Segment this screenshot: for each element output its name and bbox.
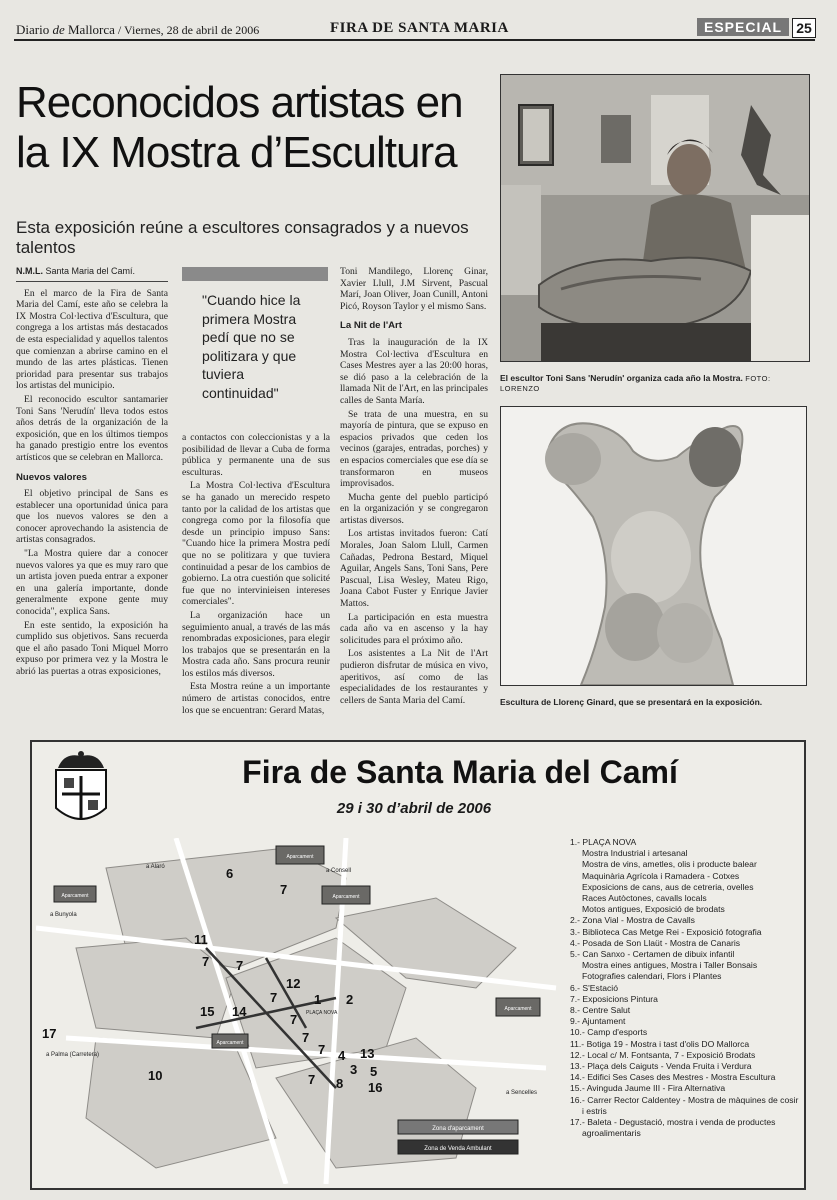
photo-sculpture [500,406,807,686]
legend-subitem: Mostra eines antigues, Mostra i Taller Bonsais [582,960,758,971]
legend-item: 16.- Carrer Rector Caldentey - Mostra de màquines de cosir i estris [570,1094,799,1116]
legend-item: 10.- Camp d'esports [570,1027,648,1038]
zone-parking-label: Zona d'aparcament [432,1126,484,1132]
legend-item: 6.- S'Estació [570,982,618,993]
map-number: 15 [200,1004,215,1019]
page-number: 25 [792,18,816,38]
map-number: 7 [302,1030,310,1045]
section-heading: Nuevos valores [16,471,87,483]
road-label-consell: a Consell [326,868,352,874]
zone-vending-label: Zona de Venda Ambulant [424,1146,492,1152]
pull-quote [182,267,328,402]
paragraph: En el marco de la Fira de Santa Maria del Camí, este año se celebra la IX Mostra Col·lectiva d'Escultura, que congrega a los artistas más destacados de esta especialidad y aquellos talentos que comienzan a abrirse camino en el mundo de las artes plásticas. Tienen prioridad para presentar sus trabajos los artistas del municipio. [16,287,168,392]
pull-quote-bar [182,267,328,281]
map-number: 10 [148,1068,163,1083]
map-number: 7 [308,1072,316,1087]
map-number: 7 [318,1042,326,1057]
map-number: 1 [314,992,322,1007]
road-label-placa-nova: PLAÇA NOVA [306,1010,338,1016]
legend-item: 4.- Posada de Son Llaüt - Mostra de Canaris [570,937,741,948]
paragraph: La participación en esta muestra cada año va en ascenso y la hay solicitudes para el próximo año. [340,611,488,646]
map-number: 6 [226,866,234,881]
map-number: 7 [290,1012,298,1027]
town-coat-of-arms [48,748,114,832]
legend-item: 2.- Zona Vial - Mostra de Cavalls [570,915,695,926]
road-label-palma: a Palma (Carretera) [46,1052,100,1058]
road-label-bunyola: a Bunyola [50,912,77,918]
paragraph: Toni Mandilego, Llorenç Ginar, Xavier Llull, J.M Sirvent, Pascual Marí, Joan Oliver, Joan Cunill, Antoni Picó, Royson Taylor y el mismo Sans. [340,266,488,312]
article-subhead: Esta exposición reúne a escultores consagrados y a nuevos talentos [16,218,469,257]
fair-title: Fira de Santa Maria del Camí [242,754,678,790]
map-number: 7 [236,958,244,973]
legend-item: 9.- Ajuntament [570,1016,626,1027]
article-headline: Reconocidos artistas en la IX Mostra d’Escultura [16,78,463,177]
paragraph: a contactos con coleccionistas y a la posibilidad de llevar a Cuba de forma pública y permanente una de sus esculturas. [182,432,330,478]
map-number: 2 [346,992,354,1007]
town-map [36,838,568,1184]
header-date: / Viernes, 28 de abril de 2006 [117,23,260,37]
legend-item: 12.- Local c/ M. Fontsanta, 7 - Exposició Brodats [570,1049,756,1060]
legend-item: 3.- Biblioteca Cas Metge Rei - Exposició fotografia [570,926,762,937]
fair-legend [570,837,802,1139]
paragraph: En este sentido, la exposición ha cumplido sus objetivos. Sans recuerda que el año pasado Toni Miquel Morro expuso por primera vez y la Mostra le abrió las puertas a otras exposiciones, [16,619,168,677]
map-number: 4 [338,1048,346,1063]
legend-item: 14.- Edifici Ses Cases des Mestres - Mostra Escultura [570,1072,776,1083]
legend-item: 5.- Can Sanxo - Certamen de dibuix infantil [570,949,735,960]
photo-sculptor-image [501,75,809,361]
legend-subitem: Exposicions de cans, aus de cetreria, ovelles [582,881,754,892]
legend-subitem: Mostra de vins, ametles, olis i producte balear [582,859,757,870]
photo-sculptor-caption: El escultor Toni Sans 'Nerudín' organiza cada año la Mostra. FOTO: LORENZO [500,373,771,393]
map-parking-label: Aparcament [61,893,89,899]
fair-date: 29 i 30 d’abril de 2006 [336,800,492,817]
road-label-sencelles: a Sencelles [506,1090,538,1096]
map-number: 7 [280,882,288,897]
paragraph: Tras la inauguración de la IX Mostra Col·lectiva d'Escultura en Cases Mestres ayer a las 20:00 horas, se dió paso a la celebración de la llamada Nit de l'Art, en las principales calles de Santa María. [340,336,488,406]
map-number: 7 [270,990,278,1005]
legend-item: 8.- Centre Salut [570,1005,631,1016]
map-number: 8 [336,1076,344,1091]
map-parking-label: Aparcament [332,894,360,900]
legend-item: 13.- Plaça dels Caiguts - Venda Fruita i Verdura [570,1061,752,1072]
road-label-alaro: a Alaró [146,864,165,870]
article-column-1 [16,266,168,680]
legend-subitem: Maquinària Agrícola i Ramadera - Cotxes [582,870,740,881]
paragraph: La organización hace un seguimiento anual, a través de las más renombradas exposiciones, para elegir los trabajos que se presentarán en la Mostra cada año. Sans procura reunir los estilos más diversos. [182,609,330,679]
byline: N.M.L. Santa Maria del Camí. [16,266,168,282]
map-number: 16 [368,1080,383,1095]
map-number: 14 [232,1004,247,1019]
article-column-2 [182,432,330,718]
map-number: 7 [202,954,210,969]
paragraph: Los artistas invitados fueron: Catí Morales, Joan Salom Llull, Carmen Cañadas, Pedrona Bestard, Miquel Aguilar, Angels Sans, Toni Sans, Pere Pascual, Lisa Wesley, Mateu Rigo, Joana Cabot Fuster y Enrique Javier Mattos. [340,528,488,610]
photo-sculpture-caption: Escultura de Llorenç Ginard, que se presentará en la exposición. [500,697,763,707]
fair-map-ad [30,740,806,1190]
header-masthead: Diario de Mallorca / Viernes, 28 de abril de 2006 [16,22,260,37]
paragraph: "La Mostra quiere dar a conocer nuevos valores ya que es muy raro que un artista joven pueda entrar a exponer en una galería importante, donde generalmente expone gente muy conocida", explica Sans. [16,548,168,618]
legend-item: 17.- Baleta - Degustació, mostra i venda de productes agroalimentaris [570,1117,776,1139]
legend-item: 11.- Botiga 19 - Mostra i tast d'olis DO Mallorca [570,1038,750,1049]
paragraph: Esta Mostra reúne a un importante número de artistas conocidos, entre los que se encuentran: Gerard Matas, [182,681,330,716]
section-heading: La Nit de l'Art [340,320,402,332]
article-column-3 [340,266,488,708]
map-number: 12 [286,976,301,991]
paragraph: Mucha gente del pueblo participó en la organización y se congregaron artistas diversos. [340,491,488,526]
map-number: 13 [360,1046,375,1061]
map-parking-label: Aparcament [216,1040,244,1046]
legend-subitem: Fotografies calendari, Flors i Plantes [582,971,722,982]
legend-item: 15.- Avinguda Jaume III - Fira Alternativa [570,1083,726,1094]
legend-subitem: Mostra Industrial i artesanal [582,848,688,859]
pull-quote-text: "Cuando hice la primera Mostra pedí que no se politizara y que tuviera continuidad" [202,292,301,401]
paragraph: La Mostra Col·lectiva d'Escultura se ha ganado un merecido respeto tanto por la calidad de los artistas que congrega como por la filosofía que desde un principio impuso Sans: "Cuando hice la primera Mostra pedí que no se politizara y que tuviera continuidad a pesar de los cambios de gobierno. La otra cuestión que solicité fue que no intervinieisen intereses comerciales". [182,480,330,608]
legend-subitem: Races Autòctones, cavalls locals [582,893,707,904]
map-parking-label: Aparcament [504,1006,532,1012]
header-tag: ESPECIAL [697,18,789,36]
paragraph: El objetivo principal de Sans es establecer una oportunidad única para que los nuevos valores se den a conocer aprovechando la asistencia de artistas consagrados. [16,488,168,546]
photo-sculpture-image [501,407,806,685]
legend-item: 7.- Exposicions Pintura [570,993,658,1004]
header-section: FIRA DE SANTA MARIA [330,20,509,36]
legend-item: 1.- PLAÇA NOVA [570,837,637,847]
legend-subitem: Motos antigues, Exposició de brodats [582,904,725,915]
photo-sculptor [500,74,810,362]
paragraph: Se trata de una muestra, en su mayoría de pintura, que se expuso en espacios privados que ceden los vecinos (garajes, entradas, porches) y en espacios comerciales que ese día se transformaron en museos improvisados. [340,408,488,490]
paragraph: Los asistentes a La Nit de l'Art pudieron disfrutar de música en vivo, aperitivos, así como de las especialidades de los restaurantes y cellers de Santa Maria del Camí. [340,648,488,706]
paragraph: El reconocido escultor santamarier Toni Sans 'Nerudín' lleva todos estos años detrás de la organización de la exposición, que en los últimos tiempos ha ganado prestigio entre los eventos artísticos que se celebran en Mallorca. [16,393,168,463]
map-number: 17 [42,1026,57,1041]
header-rule [14,39,815,41]
map-number: 3 [350,1062,358,1077]
map-number: 11 [194,932,208,947]
map-parking-label: Aparcament [286,854,314,860]
map-number: 5 [370,1064,378,1079]
